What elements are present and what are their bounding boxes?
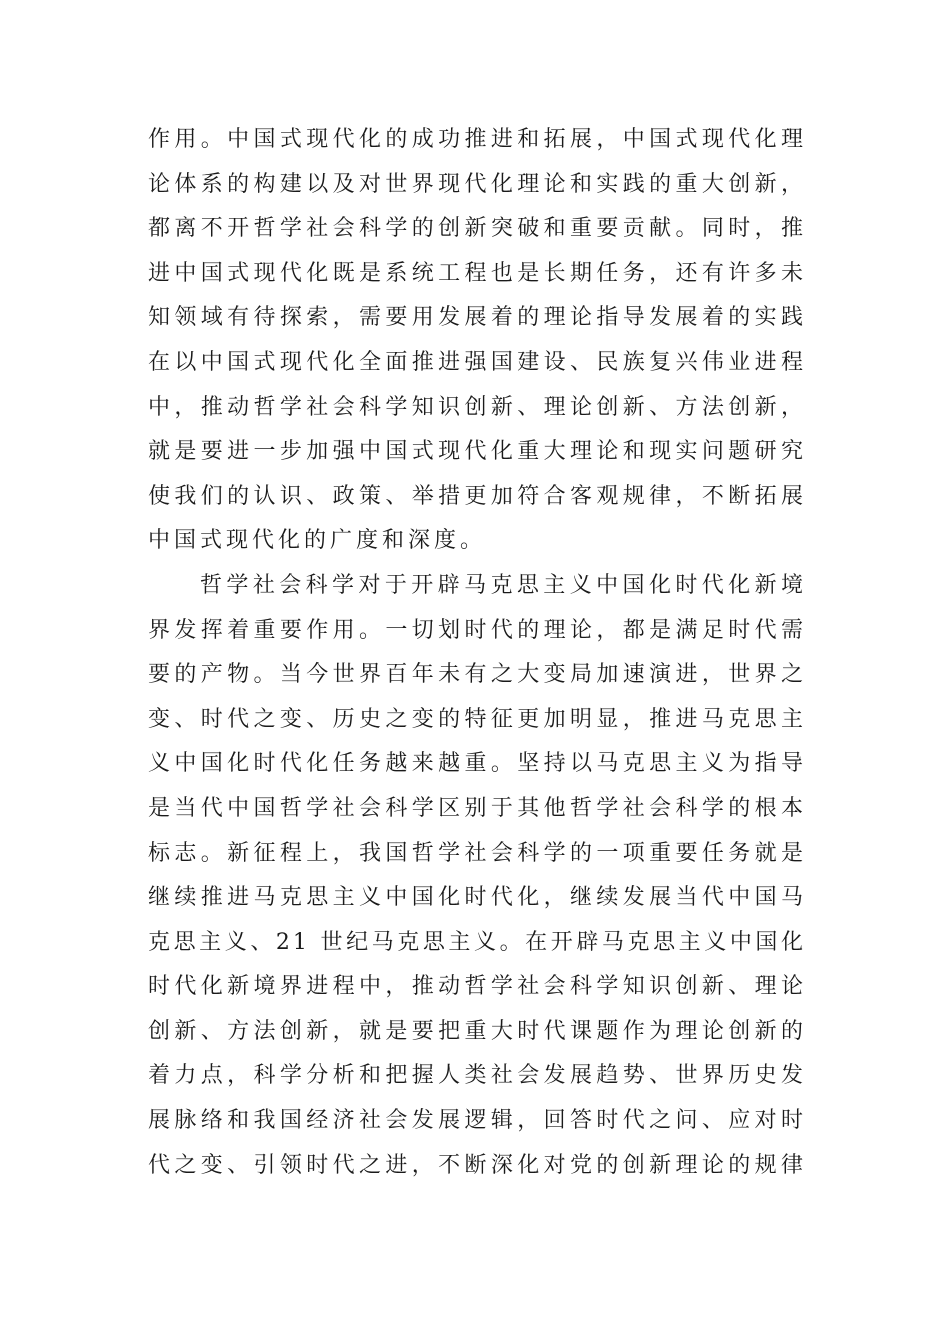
text-line: 哲学社会科学对于开辟马克思主义中国化时代化新境 [200, 572, 806, 598]
text-line: 克思主义、21 世纪马克思主义。在开辟马克思主义中国化 [148, 929, 806, 955]
text-line: 变、时代之变、历史之变的特征更加明显，推进马克思主 [148, 706, 806, 732]
text-line: 义中国化时代化任务越来越重。坚持以马克思主义为指导 [148, 751, 806, 777]
paragraph [148, 564, 806, 1188]
text-line: 着力点，科学分析和把握人类社会发展趋势、世界历史发 [148, 1063, 806, 1089]
text-line: 进中国式现代化既是系统工程也是长期任务，还有许多未 [148, 260, 806, 286]
paragraph [148, 118, 806, 564]
text-line: 是当代中国哲学社会科学区别于其他哲学社会科学的根本 [148, 795, 806, 821]
text-line: 继续推进马克思主义中国化时代化，继续发展当代中国马 [148, 885, 806, 911]
text-line: 中国式现代化的广度和深度。 [148, 528, 487, 554]
body-text [148, 118, 806, 1188]
text-line: 要的产物。当今世界百年未有之大变局加速演进，世界之 [148, 662, 806, 688]
text-line: 在以中国式现代化全面推进强国建设、民族复兴伟业进程 [148, 349, 806, 375]
text-line: 界发挥着重要作用。一切划时代的理论，都是满足时代需 [148, 617, 806, 643]
text-line: 使我们的认识、政策、举措更加符合客观规律，不断拓展 [148, 483, 806, 509]
text-line: 论体系的构建以及对世界现代化理论和实践的重大创新， [148, 171, 806, 197]
text-line: 中，推动哲学社会科学知识创新、理论创新、方法创新， [148, 394, 806, 420]
text-line: 就是要进一步加强中国式现代化重大理论和现实问题研究 [148, 439, 806, 465]
text-line: 知领域有待探索，需要用发展着的理论指导发展着的实践 [148, 305, 806, 331]
text-line: 创新、方法创新，就是要把重大时代课题作为理论创新的 [148, 1018, 806, 1044]
text-line: 展脉络和我国经济社会发展逻辑，回答时代之问、应对时 [148, 1108, 806, 1134]
text-line: 时代化新境界进程中，推动哲学社会科学知识创新、理论 [148, 974, 806, 1000]
text-line: 标志。新征程上，我国哲学社会科学的一项重要任务就是 [148, 840, 806, 866]
text-line: 作用。中国式现代化的成功推进和拓展，中国式现代化理 [148, 127, 806, 152]
text-line: 代之变、引领时代之进，不断深化对党的创新理论的规律 [148, 1152, 806, 1178]
text-line: 都离不开哲学社会科学的创新突破和重要贡献。同时，推 [148, 216, 806, 242]
